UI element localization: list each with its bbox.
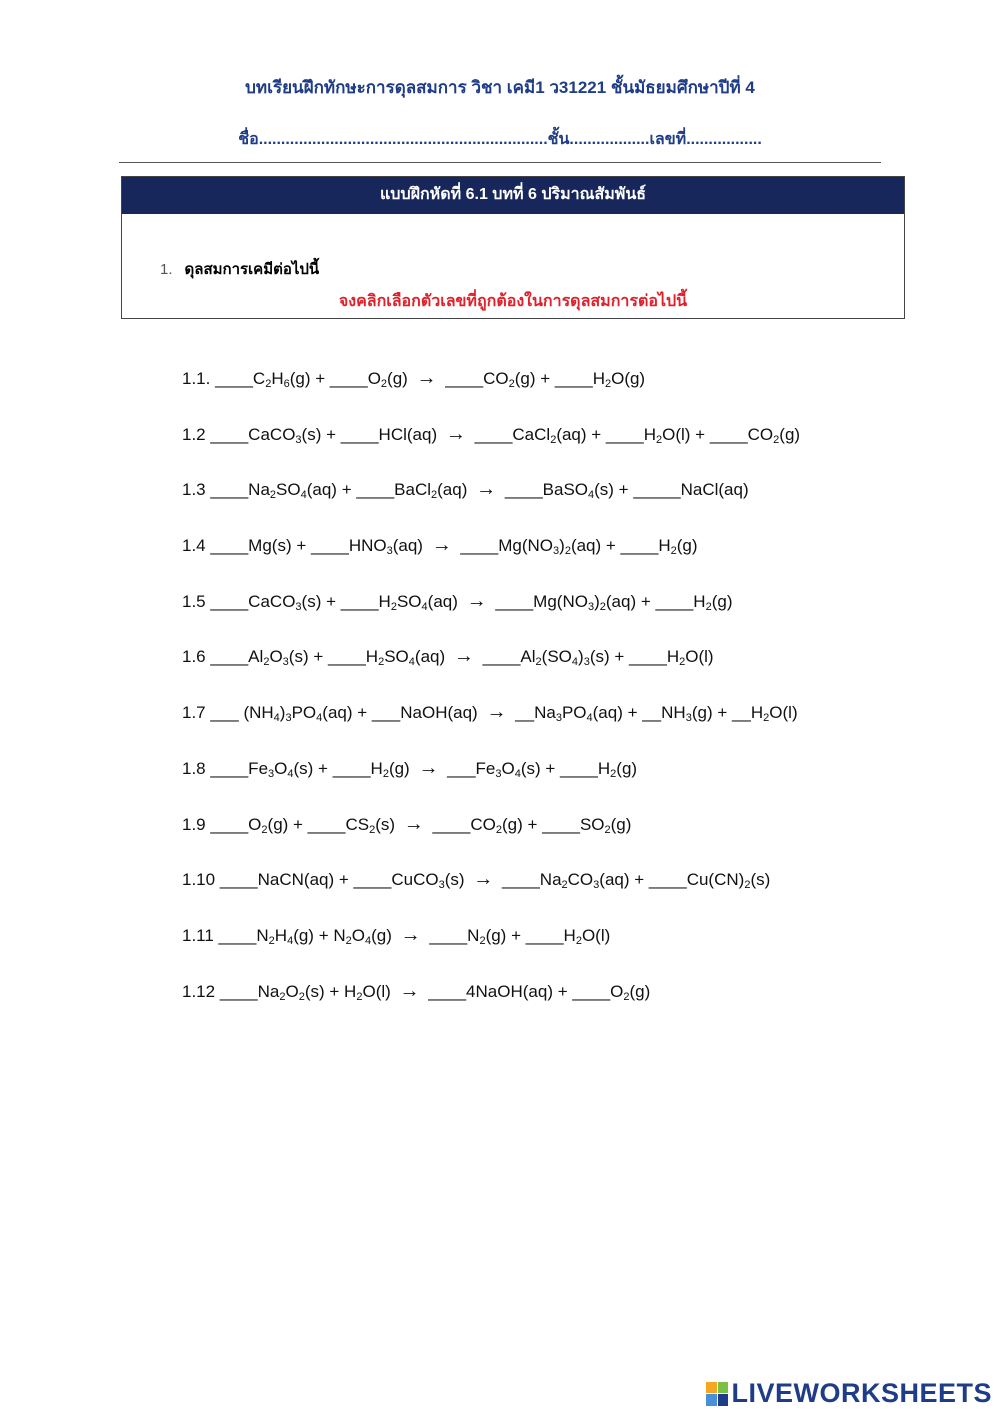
arrow-icon: → [466,589,487,612]
question-text: ดุลสมการเคมีต่อไปนี้ [184,261,320,278]
question-line [160,257,319,281]
liveworksheets-logo [706,1378,992,1409]
equation-number: 1.10 [182,870,216,890]
equation-1-1: 1.1. $\_\_\_\_C_2H_6(g)$ + $\_\_\_\_O_2(g)$ → $\_\_\_\_CO_2(g)$ + $\_\_\_\_H_2O(g)$ [182,367,646,390]
arrow-icon: → [445,422,466,445]
question-number: 1. [160,261,173,278]
equation-1-2: 1.2 ____CaCO$_3$(s) + ____HCl(aq) → ____CaCl$_2$(aq) + $\_\_\_\_H_2O(l)$ + $\_\_\_\_CO_2(g)$ [182,422,801,446]
student-info-line: ชื่อ.................................................................ชั้น..................เลขที่................. [238,131,762,148]
equation-number: 1.2 [182,424,206,444]
equation-number: 1.8 [182,758,206,778]
equation-number: 1.6 [182,647,206,667]
equation-number: 1.4 [182,536,206,556]
arrow-icon: → [473,868,494,891]
equation-1-10: 1.10 ____NaCN(aq) + ____CuCO$_3$(s) → $\_\_\_\_Na_2CO_3(aq)$ + $\_\_\_\_Cu(CN)_2(s)$ [182,868,771,892]
arrow-icon: → [416,367,437,389]
equation-1-12: 1.12 $\_\_\_\_Na_2O_2(s) + H_2O(l)$ → ____4NaOH(aq) + $\_\_\_\_O_2(g)$ [182,979,651,1003]
equation-1-8: 1.8 $\_\_\_\_Fe_3O_4(s)$ + $\_\_\_\_H_2(g)$ → $\_\_\_Fe_3O_4(s)$ + $\_\_\_\_H_2(g)$ [182,756,638,780]
equation-1-11: 1.11 $\_\_\_\_N_2H_4(g) + N_2O_4(g)$ → $\_\_\_\_N_2(g)$ + $\_\_\_\_H_2O(l)$ [182,923,611,947]
liveworksheets-logo-icon [706,1382,728,1406]
arrow-icon: → [453,645,474,668]
exercise-header: แบบฝึกหัดที่ 6.1 บทที่ 6 ปริมาณสัมพันธ์ [122,177,904,214]
worksheet-title: บทเรียนฝึกทักษะการดุลสมการ วิชา เคมี1 ว31221 ชั้นมัธยมศึกษาปีที่ 4 [245,78,755,97]
arrow-icon: → [431,534,452,557]
instruction-note: จงคลิกเลือกตัวเลขที่ถูกต้องในการดุลสมการต่อไปนี้ [338,293,688,310]
equation-number: 1.3 [182,480,206,500]
equation-number: 1.7 [182,703,206,723]
equation-1-9: 1.9 $\_\_\_\_O_2(g)$ + $\_\_\_\_CS_2(s)$ → $\_\_\_\_CO_2(g)$ + $\_\_\_\_SO_2(g)$ [182,812,632,836]
equation-number: 1.1. [182,369,211,388]
arrow-icon: → [476,478,497,501]
instruction-box [121,176,905,319]
header-divider [119,162,881,163]
equation-number: 1.5 [182,591,206,611]
arrow-icon: → [418,756,439,779]
equation-1-4: 1.4 ____Mg(s) + $\_\_\_\_HNO_3(aq)$ → $\_\_\_\_Mg(NO_3)_2(aq)$ + $\_\_\_\_H_2(g)$ [182,534,698,558]
equation-list [182,366,902,1034]
arrow-icon: → [486,701,507,724]
equation-number: 1.9 [182,814,206,834]
equation-1-3: 1.3 $\_\_\_\_Na_2SO_4(aq)$ + ____BaCl$_2$(aq) → ____BaSO$_4$(s) + _____NaCl(aq) [182,478,749,502]
arrow-icon: → [400,923,421,946]
equation-1-6: 1.6 $\_\_\_\_Al_2O_3(s)$ + $\_\_\_\_H_2SO_4(aq)$ → $\_\_\_\_Al_2(SO_4)_3(s)$ + $\_\_\_\_H_2O(l)$ [182,645,714,669]
arrow-icon: → [399,979,420,1002]
equation-number: 1.11 [182,925,214,945]
equation-number: 1.12 [182,981,216,1001]
arrow-icon: → [403,812,424,835]
logo-text: LIVEWORKSHEETS [731,1378,992,1408]
equation-1-5: 1.5 ____CaCO$_3$(s) + $\_\_\_\_H_2SO_4(aq)$ → $\_\_\_\_Mg(NO_3)_2(aq)$ + $\_\_\_\_H_2(g)$ [182,589,733,613]
equation-1-7: 1.7 ___ $(NH_4)_3PO_4(aq)$ + ___NaOH(aq) → $\_\_Na_3PO_4(aq)$ + $\_\_NH_3(g)$ + $\_\_H_2O(l)$ [182,701,798,725]
